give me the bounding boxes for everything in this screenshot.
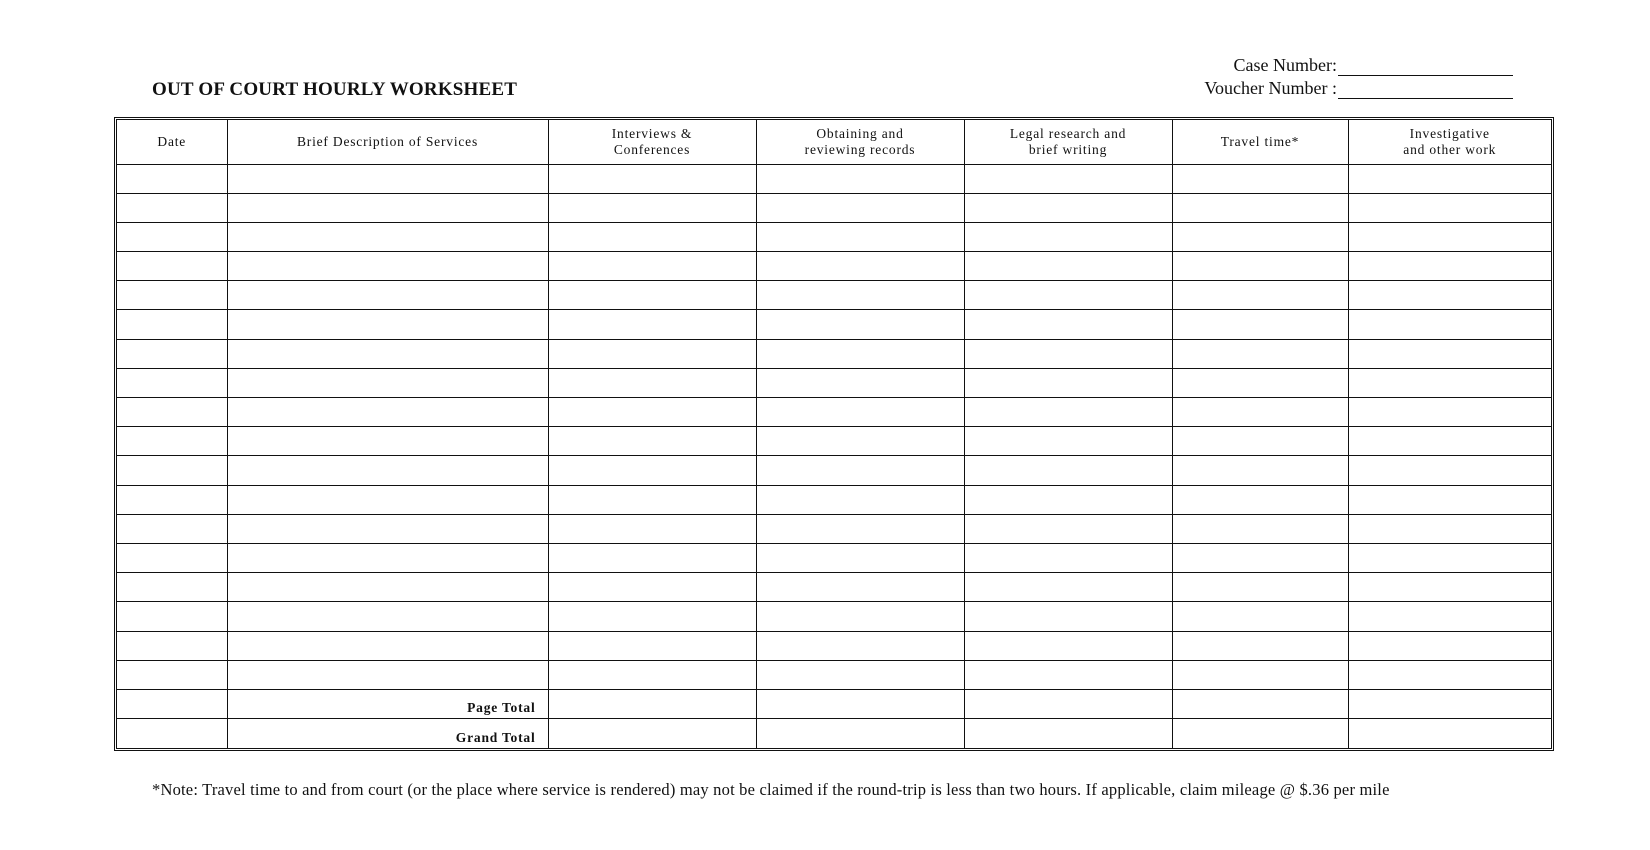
interviews-cell[interactable] (548, 310, 756, 339)
date-cell[interactable] (117, 252, 227, 281)
travel-cell[interactable] (1172, 689, 1348, 718)
research-cell[interactable] (964, 543, 1172, 572)
records-cell[interactable] (756, 660, 964, 689)
interviews-cell[interactable] (548, 222, 756, 251)
investigative-cell[interactable] (1348, 427, 1551, 456)
form-title: OUT OF COURT HOURLY WORKSHEET (152, 79, 518, 100)
interviews-cell[interactable] (548, 368, 756, 397)
travel-cell[interactable] (1172, 368, 1348, 397)
date-cell[interactable] (117, 427, 227, 456)
description-cell[interactable] (227, 193, 548, 222)
date-cell[interactable] (117, 398, 227, 427)
travel-cell[interactable] (1172, 310, 1348, 339)
research-cell[interactable] (964, 222, 1172, 251)
column-header-investigative (1348, 120, 1551, 164)
investigative-cell[interactable] (1348, 222, 1551, 251)
interviews-cell[interactable] (548, 689, 756, 718)
investigative-cell[interactable] (1348, 602, 1551, 631)
records-cell[interactable] (756, 368, 964, 397)
description-cell[interactable] (227, 310, 548, 339)
travel-cell[interactable] (1172, 485, 1348, 514)
research-cell[interactable] (964, 281, 1172, 310)
table-row (117, 222, 1551, 251)
table-row (117, 485, 1551, 514)
description-cell[interactable] (227, 398, 548, 427)
column-header-travel (1172, 120, 1348, 164)
research-cell[interactable] (964, 485, 1172, 514)
table-row (117, 427, 1551, 456)
travel-cell[interactable] (1172, 164, 1348, 193)
table-body (117, 164, 1551, 748)
description-cell[interactable] (227, 543, 548, 572)
interviews-cell[interactable] (548, 543, 756, 572)
description-cell[interactable] (227, 485, 548, 514)
interviews-cell[interactable] (548, 339, 756, 368)
research-cell[interactable] (964, 164, 1172, 193)
date-cell[interactable] (117, 485, 227, 514)
date-cell[interactable] (117, 660, 227, 689)
records-cell[interactable] (756, 339, 964, 368)
table-row (117, 660, 1551, 689)
column-header-records (756, 120, 964, 164)
research-cell[interactable] (964, 660, 1172, 689)
records-cell[interactable] (756, 602, 964, 631)
research-cell[interactable] (964, 602, 1172, 631)
investigative-cell[interactable] (1348, 310, 1551, 339)
worksheet-table-frame (114, 117, 1554, 751)
case-number-field (1234, 55, 1513, 76)
records-cell[interactable] (756, 281, 964, 310)
records-cell[interactable] (756, 193, 964, 222)
table-row (117, 543, 1551, 572)
date-cell[interactable] (117, 543, 227, 572)
interviews-cell[interactable] (548, 573, 756, 602)
date-cell[interactable] (117, 222, 227, 251)
table-row (117, 573, 1551, 602)
records-cell[interactable] (756, 310, 964, 339)
column-header-line: Investigative (1409, 125, 1490, 141)
description-cell[interactable] (227, 164, 548, 193)
interviews-cell[interactable] (548, 719, 756, 748)
records-cell[interactable] (756, 573, 964, 602)
column-header-line: Obtaining and (816, 125, 904, 141)
travel-cell[interactable] (1172, 193, 1348, 222)
header-row (117, 120, 1551, 164)
description-cell: Grand Total (227, 719, 548, 748)
voucher-number-label: Voucher Number : (1204, 78, 1337, 98)
interviews-cell[interactable] (548, 193, 756, 222)
travel-cell[interactable] (1172, 719, 1348, 748)
description-cell: Page Total (227, 689, 548, 718)
table-row (117, 281, 1551, 310)
description-cell[interactable] (227, 631, 548, 660)
column-header-line: Date (157, 133, 187, 149)
research-cell[interactable] (964, 398, 1172, 427)
date-cell[interactable] (117, 573, 227, 602)
date-cell[interactable] (117, 719, 227, 748)
column-header-line: Travel time* (1220, 133, 1300, 149)
table-row (117, 631, 1551, 660)
table-row (117, 398, 1551, 427)
investigative-cell[interactable] (1348, 514, 1551, 543)
records-cell[interactable] (756, 252, 964, 281)
research-cell[interactable] (964, 689, 1172, 718)
date-cell[interactable] (117, 456, 227, 485)
column-header-interviews (548, 120, 756, 164)
travel-cell[interactable] (1172, 514, 1348, 543)
column-header-line: Interviews & (611, 125, 693, 141)
column-header-line: Conferences (613, 141, 691, 157)
date-cell[interactable] (117, 514, 227, 543)
records-cell[interactable] (756, 631, 964, 660)
column-header-line: reviewing records (804, 141, 916, 157)
interviews-cell[interactable] (548, 485, 756, 514)
interviews-cell[interactable] (548, 456, 756, 485)
investigative-cell[interactable] (1348, 339, 1551, 368)
investigative-cell[interactable] (1348, 281, 1551, 310)
travel-cell[interactable] (1172, 339, 1348, 368)
description-cell[interactable] (227, 456, 548, 485)
interviews-cell[interactable] (548, 660, 756, 689)
interviews-cell[interactable] (548, 427, 756, 456)
case-number-label: Case Number: (1233, 55, 1337, 75)
research-cell[interactable] (964, 368, 1172, 397)
records-cell[interactable] (756, 427, 964, 456)
investigative-cell[interactable] (1348, 193, 1551, 222)
research-cell[interactable] (964, 573, 1172, 602)
travel-cell[interactable] (1172, 281, 1348, 310)
column-header-line: brief writing (1028, 141, 1108, 157)
date-cell[interactable] (117, 193, 227, 222)
table-row (117, 164, 1551, 193)
travel-cell[interactable] (1172, 398, 1348, 427)
travel-cell[interactable] (1172, 252, 1348, 281)
travel-cell[interactable] (1172, 602, 1348, 631)
description-cell[interactable] (227, 660, 548, 689)
records-cell[interactable] (756, 514, 964, 543)
records-cell[interactable] (756, 689, 964, 718)
column-header-research (964, 120, 1172, 164)
table-row (117, 602, 1551, 631)
column-header-description (227, 120, 548, 164)
travel-cell[interactable] (1172, 573, 1348, 602)
records-cell[interactable] (756, 398, 964, 427)
research-cell[interactable] (964, 193, 1172, 222)
description-cell[interactable] (227, 281, 548, 310)
date-cell[interactable] (117, 339, 227, 368)
investigative-cell[interactable] (1348, 368, 1551, 397)
records-cell[interactable] (756, 485, 964, 514)
investigative-cell[interactable] (1348, 689, 1551, 718)
table-row (117, 193, 1551, 222)
page-total-row (117, 689, 1551, 718)
description-cell[interactable] (227, 368, 548, 397)
description-cell[interactable] (227, 573, 548, 602)
column-header-line: Legal research and (1009, 125, 1127, 141)
interviews-cell[interactable] (548, 164, 756, 193)
column-header-line: and other work (1403, 141, 1497, 157)
investigative-cell[interactable] (1348, 543, 1551, 572)
date-cell[interactable] (117, 310, 227, 339)
travel-cell[interactable] (1172, 456, 1348, 485)
research-cell[interactable] (964, 456, 1172, 485)
records-cell[interactable] (756, 543, 964, 572)
research-cell[interactable] (964, 427, 1172, 456)
date-cell[interactable] (117, 164, 227, 193)
voucher-number-blank[interactable] (1338, 80, 1513, 99)
date-cell[interactable] (117, 281, 227, 310)
table-row (117, 310, 1551, 339)
records-cell[interactable] (756, 456, 964, 485)
investigative-cell[interactable] (1348, 660, 1551, 689)
investigative-cell[interactable] (1348, 485, 1551, 514)
description-cell[interactable] (227, 602, 548, 631)
table-row (117, 514, 1551, 543)
research-cell[interactable] (964, 252, 1172, 281)
description-cell[interactable] (227, 427, 548, 456)
investigative-cell[interactable] (1348, 719, 1551, 748)
voucher-number-field (1204, 78, 1513, 99)
worksheet-table (117, 120, 1551, 748)
table-row (117, 339, 1551, 368)
investigative-cell[interactable] (1348, 164, 1551, 193)
travel-cell[interactable] (1172, 660, 1348, 689)
interviews-cell[interactable] (548, 631, 756, 660)
interviews-cell[interactable] (548, 252, 756, 281)
investigative-cell[interactable] (1348, 252, 1551, 281)
travel-cell[interactable] (1172, 631, 1348, 660)
investigative-cell[interactable] (1348, 398, 1551, 427)
case-number-blank[interactable] (1338, 57, 1513, 76)
table-row (117, 456, 1551, 485)
interviews-cell[interactable] (548, 514, 756, 543)
interviews-cell[interactable] (548, 398, 756, 427)
travel-cell[interactable] (1172, 222, 1348, 251)
research-cell[interactable] (964, 514, 1172, 543)
description-cell[interactable] (227, 222, 548, 251)
travel-cell[interactable] (1172, 427, 1348, 456)
investigative-cell[interactable] (1348, 456, 1551, 485)
investigative-cell[interactable] (1348, 573, 1551, 602)
date-cell[interactable] (117, 689, 227, 718)
research-cell[interactable] (964, 310, 1172, 339)
interviews-cell[interactable] (548, 281, 756, 310)
research-cell[interactable] (964, 631, 1172, 660)
description-cell[interactable] (227, 252, 548, 281)
records-cell[interactable] (756, 719, 964, 748)
description-cell[interactable] (227, 339, 548, 368)
records-cell[interactable] (756, 222, 964, 251)
table-row (117, 368, 1551, 397)
grand-total-row (117, 719, 1551, 748)
date-cell[interactable] (117, 368, 227, 397)
column-header-date (117, 120, 227, 164)
footnote: *Note: Travel time to and from court (or the place where service is rendered) may not be claimed if the round-trip is less than two hours. If applicable, claim mileage @ $.36 per mile (152, 780, 1390, 799)
description-cell[interactable] (227, 514, 548, 543)
records-cell[interactable] (756, 164, 964, 193)
date-cell[interactable] (117, 631, 227, 660)
date-cell[interactable] (117, 602, 227, 631)
column-header-line: Brief Description of Services (296, 133, 479, 149)
table-row (117, 252, 1551, 281)
interviews-cell[interactable] (548, 602, 756, 631)
travel-cell[interactable] (1172, 543, 1348, 572)
research-cell[interactable] (964, 339, 1172, 368)
research-cell[interactable] (964, 719, 1172, 748)
investigative-cell[interactable] (1348, 631, 1551, 660)
